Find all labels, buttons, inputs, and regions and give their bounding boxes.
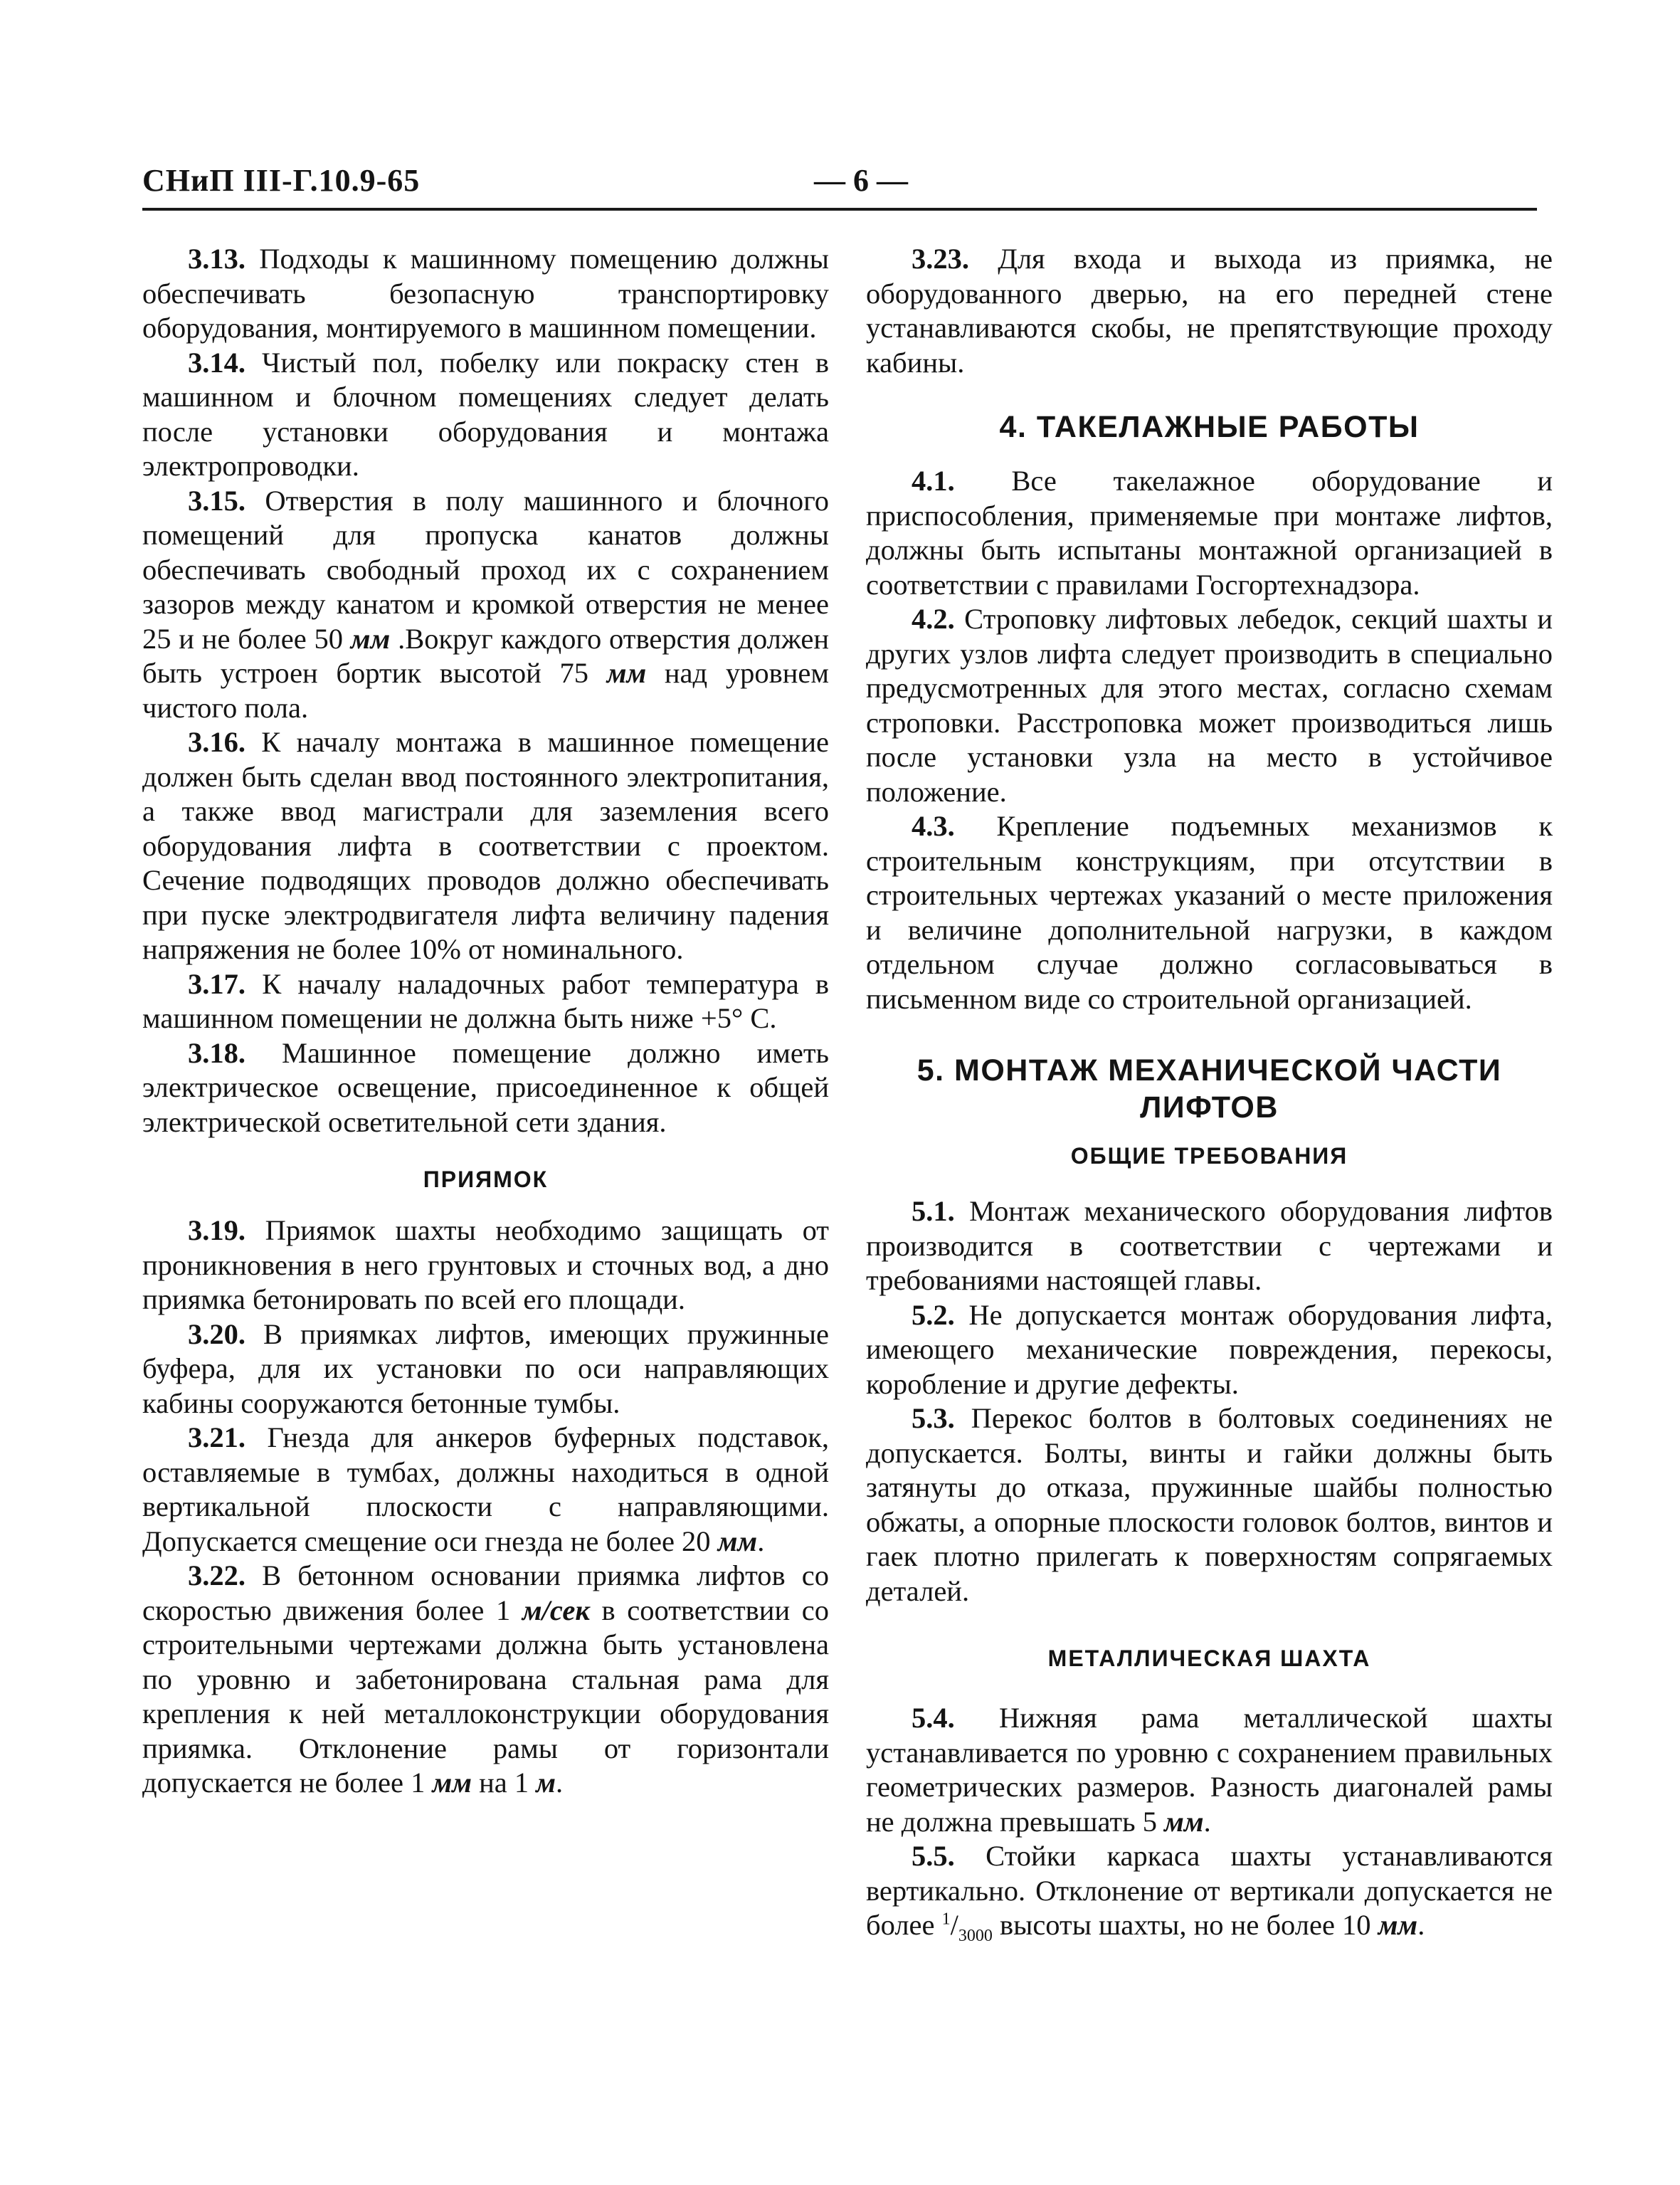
paragraph-5-1: 5.1. Монтаж механического оборудования лифтов производится в соответствии с чертежами и требованиями настоящей главы. — [866, 1195, 1553, 1296]
paragraph-3-17: 3.17. К началу наладочных работ температура в машинном помещении не должна быть ниже +5° С. — [142, 967, 829, 1034]
paragraph-3-18: 3.18. Машинное помещение должно иметь электрическое освещение, присоединенное к общей электрической осветительной сети здания. — [142, 1036, 829, 1138]
paragraph-3-21: 3.21. Гнезда для анкеров буферных подставок, оставляемые в тумбах, должны находиться в одной вертикальной плоскости с направляющими. Допускается смещение оси гнезда не более 20 мм. — [142, 1421, 829, 1557]
paragraph-3-16: 3.16. К началу монтажа в машинное помещение должен быть сделан ввод постоянного электропитания, а также ввод магистрали для заземления всего оборудования лифта в соответствии с проектом. Сечение подводящих проводов должно обеспечивать при пуске электродвигателя лифта величину падения напряжения не более 10% от номинального. — [142, 726, 829, 965]
heading-general-requirements: ОБЩИЕ ТРЕБОВАНИЯ — [1070, 1143, 1348, 1169]
page-header — [142, 162, 1537, 206]
section-5-title-line2: ЛИФТОВ — [1140, 1090, 1279, 1125]
left-column — [142, 242, 829, 1801]
paragraph-3-13: 3.13. Подходы к машинному помещению должны обеспечивать безопасную транспортировку оборудования, монтируемого в машинном помещении. — [142, 243, 829, 344]
paragraph-3-15: 3.15. Отверстия в полу машинного и блочного помещений для пропуска канатов должны обеспечивать свободный проход их с сохранением зазоров между канатом и кромкой отверстия не менее 25 и не более 50 мм .Вокруг каждого отверстия должен быть устроен бортик высотой 75 мм над уровнем чистого пола. — [142, 484, 829, 724]
document-code: СНиП III-Г.10.9-65 — [142, 163, 421, 198]
fraction-denominator: 3000 — [958, 1927, 993, 1946]
heading-priyamok: ПРИЯМОК — [423, 1167, 549, 1192]
section-4-title: 4. ТАКЕЛАЖНЫЕ РАБОТЫ — [999, 410, 1420, 444]
paragraph-5-4: 5.4. Нижняя рама металлической шахты устанавливается по уровню с сохранением правильных геометрических размеров. Разность диагоналей рамы не должна превышать 5 мм. — [866, 1702, 1553, 1838]
section-5-title-line1: 5. МОНТАЖ МЕХАНИЧЕСКОЙ ЧАСТИ — [916, 1053, 1502, 1088]
right-column — [866, 242, 1553, 1946]
page-number: — 6 — — [814, 163, 908, 198]
paragraph-3-22: 3.22. В бетонном основании приямка лифтов со скоростью движения более 1 м/сек в соответствии со строительными чертежами должна быть установлена по уровню и забетонирована стальная рама для крепления к ней металлоконструкции оборудования приямка. Отклонение рамы от горизонтали допускается не более 1 мм на 1 м. — [142, 1559, 829, 1799]
header-rule — [142, 208, 1537, 211]
paragraph-3-14: 3.14. Чистый пол, побелку или покраску стен в машинном и блочном помещениях следует делать после установки оборудования и монтажа электропроводки. — [142, 346, 829, 482]
paragraph-4-2: 4.2. Строповку лифтовых лебедок, секций шахты и других узлов лифта следует производить в специально предусмотренных для этого местах, согласно схемам строповки. Расстроповка может производиться лишь после установки узла на место в устойчивое положение. — [866, 603, 1553, 808]
paragraph-5-5: 5.5. Стойки каркаса шахты устанавливаются вертикально. Отклонение от вертикали допускается не более $^1/_{3000}$ высоты шахты, но не более 10 мм. — [866, 1840, 1553, 1946]
paragraph-3-23: 3.23. Для входа и выхода из приямка, не оборудованного дверью, на его передней стене устанавливаются скобы, не препятствующие проходу кабины. — [866, 243, 1553, 379]
fraction-numerator: 1 — [941, 1910, 951, 1929]
paragraph-5-2: 5.2. Не допускается монтаж оборудования лифта, имеющего механические повреждения, перекосы, коробление и другие дефекты. — [866, 1298, 1553, 1400]
paragraph-3-20: 3.20. В приямках лифтов, имеющих пружинные буфера, для их установки по оси направляющих кабины сооружаются бетонные тумбы. — [142, 1317, 829, 1419]
paragraph-5-3: 5.3. Перекос болтов в болтовых соединениях не допускается. Болты, винты и гайки должны быть затянуты до отказа, пружинные шайбы полностью обжаты, а опорные плоскости головок болтов, винтов и гаек плотно прилегать к поверхностям сопрягаемых деталей. — [866, 1402, 1553, 1607]
paragraph-4-3: 4.3. Крепление подъемных механизмов к строительным конструкциям, при отсутствии в строительных чертежах указаний о месте приложения и величине дополнительной нагрузки, в каждом отдельном случае должно согласовываться в письменном виде со строительной организацией. — [866, 810, 1553, 1015]
paragraph-4-1: 4.1. Все такелажное оборудование и приспособления, применяемые при монтаже лифтов, должны быть испытаны монтажной организацией в соответствии с правилами Госгортехнадзора. — [866, 465, 1553, 601]
heading-metal-shaft: МЕТАЛЛИЧЕСКАЯ ШАХТА — [1047, 1646, 1371, 1671]
paragraph-3-19: 3.19. Приямок шахты необходимо защищать от проникновения в него грунтовых и сточных вод, а дно приямка бетонировать по всей его площади. — [142, 1214, 829, 1315]
